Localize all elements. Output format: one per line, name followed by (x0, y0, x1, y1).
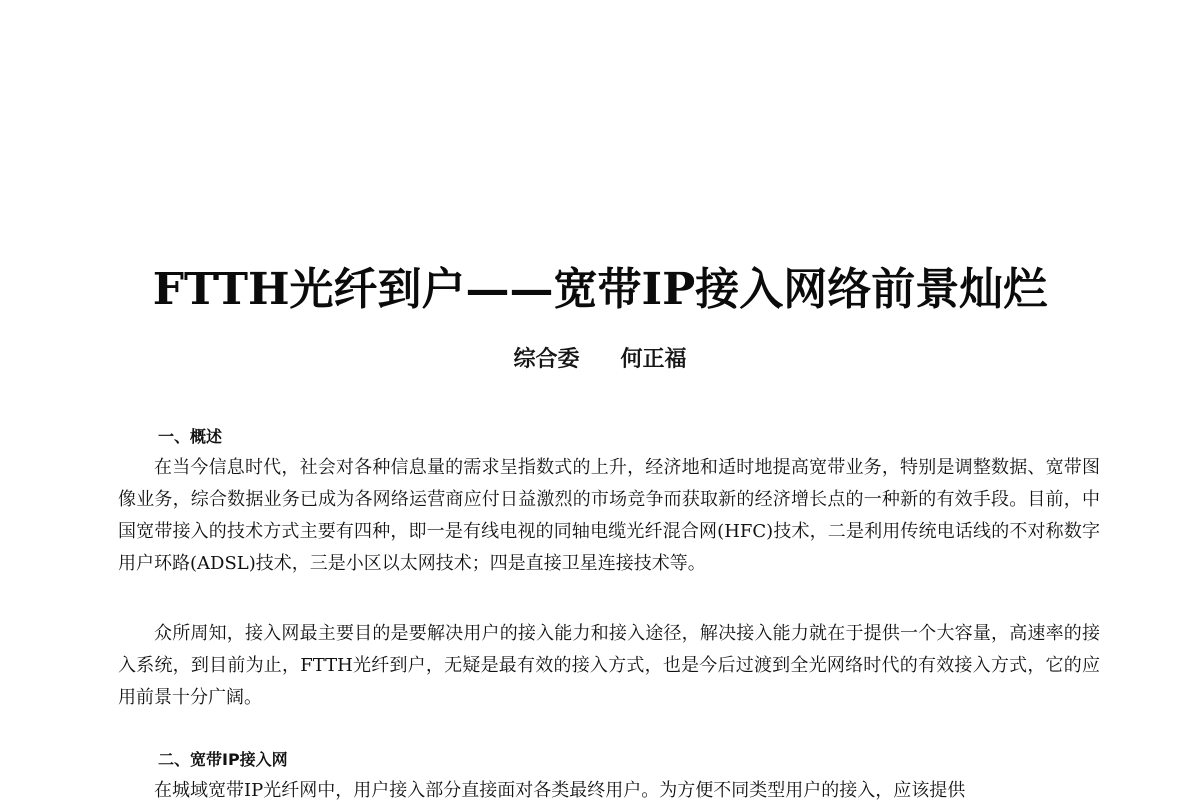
body-paragraph: 在当今信息时代，社会对各种信息量的需求呈指数式的上升，经济地和适时地提高宽带业务，特别是调整数据、宽带图像业务，综合数据业务已成为各网络运营商应付日益激烈的市场竞争而获取新的经济增长点的一种新的有效手段。目前，中国宽带接入的技术方式主要有四种，即一是有线电视的同轴电缆光纤混合网(HFC)技术，二是利用传统电话线的不对称数字用户环路(ADSL)技术，三是小区以太网技术；四是直接卫星连接技术等。 (118, 457, 1100, 574)
section-heading-broadband-ip-access: 二、宽带IP接入网 (158, 750, 288, 769)
page-title: FTTH光纤到户——宽带IP接入网络前景灿烂 (152, 264, 1048, 315)
body-paragraph: 众所周知，接入网最主要目的是要解决用户的接入能力和接入途径，解决接入能力就在于提供一个大容量，高速率的接入系统，到目前为止，FTTH光纤到户，无疑是最有效的接入方式，也是今后过渡到全光网络时代的有效接入方式，它的应用前景十分广阔。 (118, 623, 1100, 708)
body-paragraph: 在城域宽带IP光纤网中，用户接入部分直接面对各类最终用户。为方便不同类型用户的接入，应该提供 (154, 780, 966, 801)
author-line: 综合委 何正福 (513, 346, 687, 372)
section-heading-overview: 一、概述 (158, 427, 223, 446)
